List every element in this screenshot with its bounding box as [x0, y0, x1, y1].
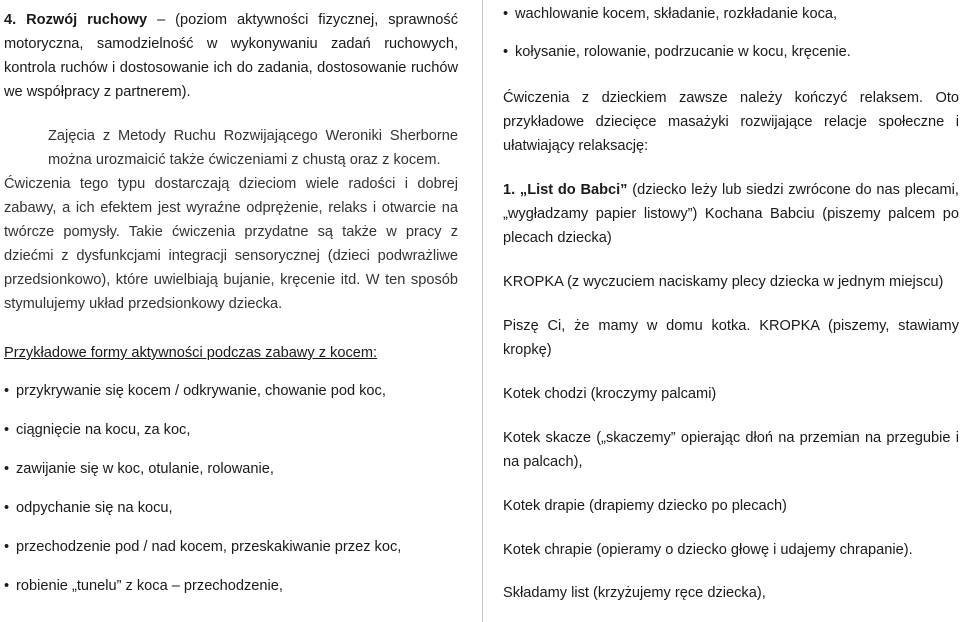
list-item: • odpychanie się na kocu, [4, 498, 460, 537]
massage-step: Składamy list (krzyżujemy ręce dziecka), [503, 585, 766, 601]
list-item: • zawijanie się w koc, otulanie, rolowanie, [4, 459, 460, 498]
column-divider [482, 0, 483, 622]
list-item: • ciągnięcie na kocu, za koc, [4, 420, 460, 459]
massage-step: Kotek skacze („skaczemy” opierając dłoń na przemian na przegubie i na palcach), [503, 430, 959, 470]
list-item: • przykrywanie się kocem / odkrywanie, chowanie pod koc, [4, 381, 460, 420]
massage-title-description: (dziecko leży lub siedzi zwrócone do nas plecami, „wygładzamy papier listowy”) Kochana Babciu (piszemy palcem po plecach dziecka) [503, 182, 959, 246]
examples-heading: Przykładowe formy aktywności podczas zabawy z kocem: [4, 345, 378, 361]
massage-step: Kotek drapie (drapiemy dziecko po plecach) [503, 498, 787, 514]
list-item: • kołysanie, rolowanie, podrzucanie w kocu, kręcenie. [503, 42, 959, 80]
list-item: • wachlowanie kocem, składanie, rozkładanie koca, [503, 4, 959, 42]
blanket-activity-list [4, 381, 460, 615]
intro-paragraph [4, 8, 458, 104]
massage-step: Kotek chrapie (opieramy o dziecko głowę i udajemy chrapanie). [503, 542, 913, 558]
blanket-activity-list-continued [503, 4, 959, 80]
section-number: 4. [4, 12, 17, 28]
massage-step: KROPKA (z wyczuciem naciskamy plecy dziecka w jednym miejscu) [503, 274, 944, 290]
relaxation-paragraph: Ćwiczenia z dzieckiem zawsze należy kończyć relaksem. Oto przykładowe dziecięce masażyki rozwijające relacje społeczne i ułatwiający relaksację: [503, 90, 959, 154]
letter-massage-intro [503, 178, 959, 250]
benefits-paragraph: Ćwiczenia tego typu dostarczają dzieciom wiele radości i dobrej zabawy, a ich efektem jest wyraźne odprężenie, relaks i otwarcie na twórcze pomysły. Takie ćwiczenia przydatne są także w pracy z dziećmi z dysfunkcjami integracji sensorycznej (dzieci podwrażliwe przedsionkowo), które uwielbiają bujanie, kręcenie itd. W ten sposób stymulujemy układ przedsionkowy dziecka. [4, 176, 458, 312]
massage-title: 1. „List do Babci” [503, 182, 628, 198]
list-item: • przechodzenie pod / nad kocem, przeskakiwanie przez koc, [4, 537, 460, 576]
section-title: Rozwój ruchowy [26, 12, 148, 28]
massage-step: Piszę Ci, że mamy w domu kotka. KROPKA (piszemy, stawiamy kropkę) [503, 318, 959, 358]
list-item: • robienie „tunelu” z koca – przechodzenie, [4, 576, 460, 615]
method-description [4, 124, 458, 316]
intro-text: – (poziom aktywności fizycznej, sprawność motoryczna, samodzielność w wykonywaniu zadań ruchowych, kontrola ruchów i dostosowanie ich do zadania, dostosowanie ruchów we współpracy z partnerem). [4, 12, 459, 100]
massage-step: Kotek chodzi (kroczymy palcami) [503, 386, 717, 402]
method-paragraph: Zajęcia z Metody Ruchu Rozwijającego Weroniki Sherborne można urozmaicić także ćwiczeniami z chustą oraz z kocem. [48, 128, 458, 168]
